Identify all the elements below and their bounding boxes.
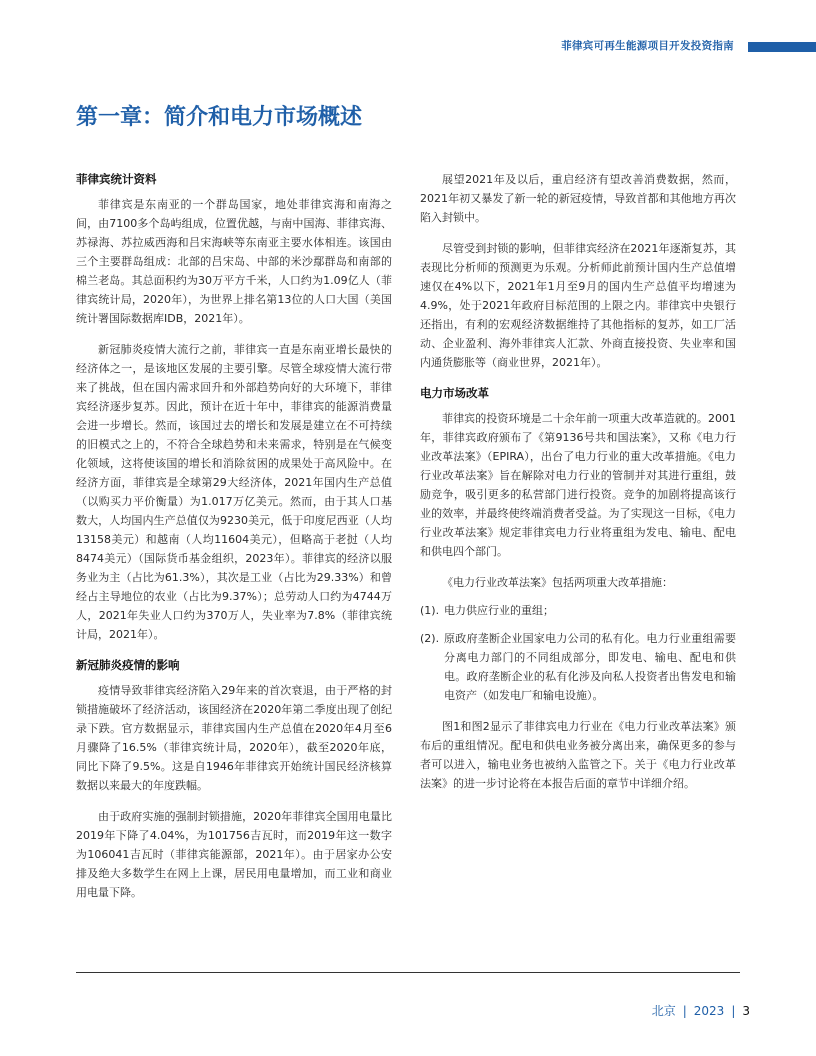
footer-year: 2023 <box>693 1004 725 1018</box>
paragraph: 新冠肺炎疫情大流行之前，菲律宾一直是东南亚增长最快的经济体之一，是该地区发展的主要引擎。尽管全球疫情大流行带来了挑战，但在国内需求回升和外部趋势向好的大环境下，菲律宾经济逐步复苏。因此，预计在近十年中，菲律宾的能源消费量会进一步增长。然而，该国过去的增长和发展是建立在不可持续的旧模式之上的，不符合全球趋势和未来需求，特别是在气候变化领域，这将使该国的增长和消除贫困的成果处于高风险中。在经济方面，菲律宾是全球第29大经济体，2021年国内生产总值（以购买力平价衡量）为1.017万亿美元。然而，由于其人口基数大，人均国内生产总值仅为9230美元，低于印度尼西亚（人均13158美元）和越南（人均11604美元），但略高于老挝（人均8474美元）（国际货币基金组织，2023年）。菲律宾的经济以服务业为主（占比为61.3%），其次是工业（占比为29.33%）和曾经占主导地位的农业（占比为9.37%）；总劳动人口约为4744万人，2021年失业人口约为370万人，失业率为7.8%（菲律宾统计局，2021年）。 <box>76 343 392 641</box>
list-item <box>420 629 736 705</box>
list-item <box>420 601 736 620</box>
paragraph: 《电力行业改革法案》包括两项重大改革措施： <box>442 576 673 589</box>
paragraph: 菲律宾的投资环境是二十余年前一项重大改革造就的。2001年，菲律宾政府颁布了《第9136号共和国法案》，又称《电力行业改革法案》（EPIRA），出台了电力行业的重大改革措施。《电力行业改革法案》旨在解除对电力行业的管制并对其进行重组，鼓励竞争，吸引更多的私营部门进行投资。竞争的加剧将提高该行业的效率，并最终使终端消费者受益。为了实现这一目标，《电力行业改革法案》规定菲律宾电力行业将重组为发电、输电、配电和供电四个部门。 <box>420 412 736 558</box>
footer-separator: | <box>682 1004 687 1018</box>
paragraph: 疫情导致菲律宾经济陷入29年来的首次衰退，由于严格的封锁措施破坏了经济活动，该国经济在2020年第二季度出现了创纪录下跌。官方数据显示，菲律宾国内生产总值在2020年4月至6月骤降了16.5%（菲律宾统计局，2020年），截至2020年底，同比下降了9.5%。这是自1946年菲律宾开始统计国民经济核算数据以来最大的年度跌幅。 <box>76 684 392 792</box>
paragraph: 尽管受到封锁的影响，但菲律宾经济在2021年逐渐复苏，其表现比分析师的预测更为乐观。分析师此前预计国内生产总值增速仅在4%以下，2021年1月至9月的国内生产总值平均增速为4.9%，处于2021年政府目标范围的上限之内。菲律宾中央银行还指出，有利的宏观经济数据维持了其他指标的复苏，如工厂活动、企业盈利、海外菲律宾人汇款、外商直接投资、失业率和国内通货膨胀等（商业世界，2021年）。 <box>420 242 736 369</box>
chapter-title: 第一章：简介和电力市场概述 <box>76 105 363 130</box>
paragraph: 展望2021年及以后，重启经济有望改善消费数据，然而，2021年初又暴发了新一轮的新冠疫情，导致首都和其他地方再次陷入封锁中。 <box>420 173 736 224</box>
page-footer <box>652 1002 750 1019</box>
header-accent-bar <box>748 42 816 52</box>
paragraph: 由于政府实施的强制封锁措施，2020年菲律宾全国用电量比2019年下降了4.04%，为101756吉瓦时，而2019年这一数字为106041吉瓦时（菲律宾能源部，2021年）。由于居家办公安排及绝大多数学生在网上上课，居民用电量增加，而工业和商业用电量下降。 <box>76 810 392 899</box>
section-heading-statistics: 菲律宾统计资料 <box>76 172 157 186</box>
footer-separator: | <box>731 1004 736 1018</box>
list-item-number: (1). <box>420 604 440 617</box>
footer-city: 北京 <box>651 1004 676 1018</box>
page-number: 3 <box>742 1004 750 1018</box>
section-heading-reform: 电力市场改革 <box>420 386 489 400</box>
section-heading-covid: 新冠肺炎疫情的影响 <box>76 658 180 672</box>
list-item-text: 电力供应行业的重组； <box>444 604 554 617</box>
footer-divider <box>76 972 740 973</box>
list-item-number: (2). <box>420 632 440 645</box>
paragraph: 图1和图2显示了菲律宾电力行业在《电力行业改革法案》颁布后的重组情况。配电和供电业务被分离出来，确保更多的参与者可以进入，输电业务也被纳入监管之下。关于《电力行业改革法案》的进一步讨论将在本报告后面的章节中详细介绍。 <box>420 720 736 790</box>
left-column <box>76 170 392 911</box>
paragraph: 菲律宾是东南亚的一个群岛国家，地处菲律宾海和南海之间，由7100多个岛屿组成，位置优越，与南中国海、菲律宾海、苏禄海、苏拉威西海和吕宋海峡等东南亚主要水体相连。该国由三个主要群岛组成：北部的吕宋岛、中部的米沙鄢群岛和南部的棉兰老岛。其总面积约为30万平方千米，人口约为1.09亿人（菲律宾统计局，2020年），为世界上排名第13位的人口大国（美国统计署国际数据库IDB，2021年）。 <box>76 198 392 325</box>
right-column <box>420 170 736 802</box>
reform-measures-list <box>420 601 736 705</box>
running-header-title: 菲律宾可再生能源项目开发投资指南 <box>561 40 734 52</box>
list-item-text: 原政府垄断企业国家电力公司的私有化。电力行业重组需要分离电力部门的不同组成部分，即发电、输电、配电和供电。政府垄断企业的私有化涉及向私人投资者出售发电和输电资产（如发电厂和输电设施）。 <box>444 632 736 702</box>
